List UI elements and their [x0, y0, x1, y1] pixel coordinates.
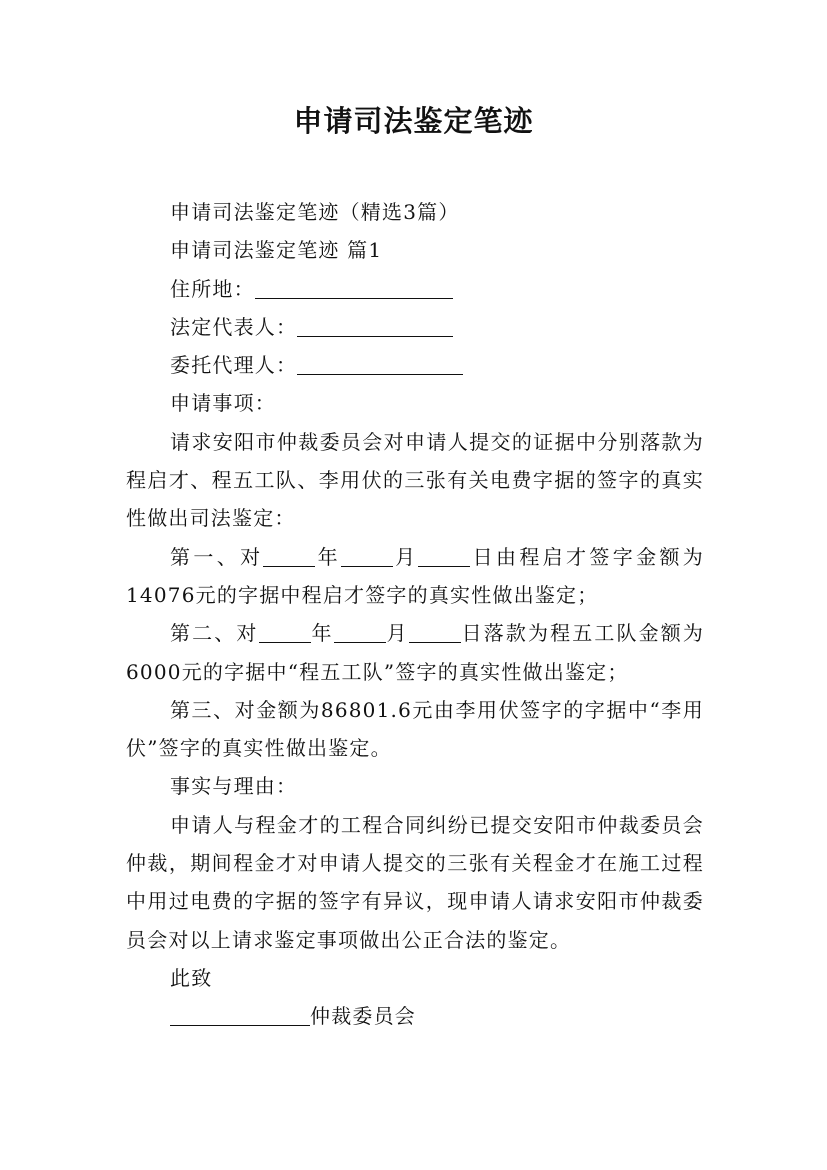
recipient-blank [170, 1003, 310, 1026]
agent-label: 委托代理人： [170, 353, 298, 378]
address-blank [255, 276, 453, 299]
address-label: 住所地： [170, 276, 255, 301]
legal-representative-label: 法定代表人： [170, 314, 298, 339]
reasons-text: 申请人与程金才的工程合同纠纷已提交安阳市仲裁委员会仲裁，期间程金才对申请人提交的三张有关程金才在施工过程中用过电费的字据的签字有异议，现申请人请求安阳市仲裁委员会对以上请求鉴定事项做出公正合法的鉴定。 [126, 812, 704, 952]
item1-month: 月 [392, 544, 419, 569]
item1-prefix: 第一、对 [170, 544, 264, 569]
item2-month-blank [334, 620, 386, 643]
request-item-1 [126, 538, 704, 615]
item2-month: 月 [385, 621, 409, 646]
item1-rest: 日由程启才签字金额为14076元的字据中程启才签字的真实性做出鉴定； [126, 544, 704, 607]
item2-year: 年 [310, 621, 334, 646]
item2-year-blank [259, 620, 311, 643]
matters-heading: 申请事项： [170, 391, 276, 416]
request-item-2 [126, 614, 704, 691]
document-subtitle: 申请司法鉴定笔迹（精选3篇） [170, 200, 460, 224]
item1-month-blank [341, 544, 393, 567]
agent-field [126, 346, 704, 384]
item2-day-blank [409, 620, 461, 643]
document-title: 申请司法鉴定笔迹 [293, 104, 534, 138]
document-body [126, 193, 704, 1036]
section-heading: 申请司法鉴定笔迹 篇1 [170, 238, 383, 263]
legal-representative-field [126, 308, 704, 346]
legal-representative-blank [297, 314, 453, 337]
reasons-heading: 事实与理由： [170, 774, 298, 799]
item2-prefix: 第二、对 [170, 621, 259, 646]
recipient-line [126, 997, 704, 1035]
request-item-3: 第三、对金额为86801.6元由李用伏签字的字据中“李用伏”签字的真实性做出鉴定。 [126, 697, 704, 761]
item1-year: 年 [315, 544, 341, 569]
address-field [126, 270, 704, 308]
item1-year-blank [263, 544, 315, 567]
agent-blank [297, 352, 463, 375]
item1-day-blank [418, 544, 470, 567]
item2-rest: 日落款为程五工队金额为6000元的字据中“程五工队”签字的真实性做出鉴定； [126, 621, 705, 684]
closing-salutation: 此致 [170, 965, 213, 990]
recipient-suffix: 仲裁委员会 [310, 1004, 416, 1029]
matters-intro: 请求安阳市仲裁委员会对申请人提交的证据中分别落款为程启才、程五工队、李用伏的三张有关电费字据的签字的真实性做出司法鉴定： [126, 429, 704, 531]
